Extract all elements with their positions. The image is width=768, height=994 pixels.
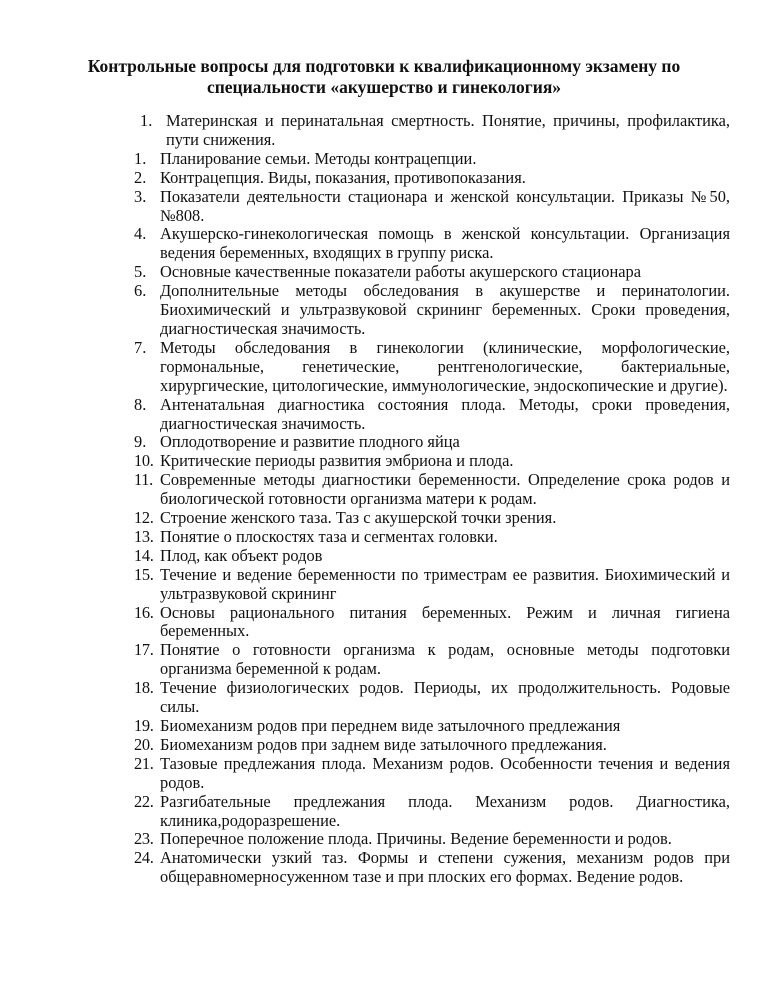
question-text: Материнская и перинатальная смертность. Понятие, причины, профилактика, пути снижения. (166, 111, 730, 149)
question-text: Понятие о готовности организма к родам, основные методы подготовки организма беременной к родам. (160, 640, 730, 679)
document-title (60, 56, 708, 98)
question-number: 1. (140, 111, 153, 130)
question-number: 8. (134, 394, 147, 414)
question-item (134, 830, 730, 849)
question-text: Течение и ведение беременности по триместрам ее развития. Биохимический и ультразвуковой скрининг (160, 564, 730, 603)
question-item (134, 169, 730, 188)
question-number: 12. (134, 508, 154, 528)
question-item (134, 471, 730, 509)
question-item (134, 849, 730, 887)
question-text: Основные качественные показатели работы акушерского стационара (160, 262, 642, 282)
question-item (134, 547, 730, 566)
question-text: Планирование семьи. Методы контрацепции. (160, 148, 477, 168)
question-text: Критические периоды развития эмбриона и плода. (160, 451, 514, 471)
question-item (134, 528, 730, 547)
question-item (134, 188, 730, 226)
question-number: 17. (134, 640, 154, 660)
question-text: Современные методы диагностики беременности. Определение срока родов и биологической готовности организма матери к родам. (160, 470, 730, 509)
question-number: 21. (134, 753, 154, 773)
question-item (134, 641, 730, 679)
question-item (134, 225, 730, 263)
question-item (134, 282, 730, 339)
question-text: Течение физиологических родов. Периоды, их продолжительность. Родовые силы. (160, 678, 730, 717)
question-text: Строение женского таза. Таз с акушерской точки зрения. (160, 508, 557, 528)
question-item (134, 604, 730, 642)
question-text: Биомеханизм родов при заднем виде затылочного предлежания. (160, 734, 607, 754)
question-text: Показатели деятельности стационара и женской консультации. Приказы №50, №808. (160, 186, 730, 225)
question-number: 2. (134, 167, 147, 187)
question-number: 6. (134, 281, 147, 301)
question-item (134, 736, 730, 755)
question-item (134, 679, 730, 717)
question-text: Плод, как объект родов (160, 545, 323, 565)
question-number: 7. (134, 337, 147, 357)
question-number: 13. (134, 526, 154, 546)
question-text: Поперечное положение плода. Причины. Ведение беременности и родов. (160, 829, 672, 849)
question-item (134, 150, 730, 169)
question-item (134, 755, 730, 793)
question-number: 23. (134, 829, 154, 849)
question-number: 4. (134, 224, 147, 244)
question-text: Методы обследования в гинекологии (клинические, морфологические, гормональные, генетические, рентгенологические, бактериальные, хирургические, цитологические, иммунологические, эндоскопические и другие). (160, 337, 730, 395)
question-item (134, 566, 730, 604)
question-text: Акушерско-гинекологическая помощь в женской консультации. Организация ведения беременных, входящих в группу риска. (160, 224, 730, 263)
question-text: Оплодотворение и развитие плодного яйца (160, 432, 460, 452)
question-text: Понятие о плоскостях таза и сегментах головки. (160, 526, 498, 546)
question-number: 3. (134, 186, 147, 206)
question-text: Контрацепция. Виды, показания, противопоказания. (160, 167, 526, 187)
question-text: Анатомически узкий таз. Формы и степени сужения, механизм родов при общеравномерносуженном тазе и при плоских его формах. Ведение родов. (160, 848, 730, 887)
questions-list (134, 112, 730, 887)
question-number: 22. (134, 791, 154, 811)
question-number: 14. (134, 545, 154, 565)
question-number: 19. (134, 716, 154, 735)
question-item (134, 263, 730, 282)
question-text: Разгибательные предлежания плода. Механизм родов. Диагностика, клиника,родоразрешение. (160, 791, 730, 830)
question-number: 15. (134, 564, 154, 584)
question-number: 5. (134, 262, 147, 282)
title-line-1: Контрольные вопросы для подготовки к квалификационному экзамену по (87, 56, 681, 76)
question-number: 18. (134, 678, 154, 698)
question-number: 1. (134, 148, 147, 168)
question-item (134, 509, 730, 528)
question-text: Основы рационального питания беременных. Режим и личная гигиена беременных. (160, 602, 730, 641)
question-text: Биомеханизм родов при переднем виде затылочного предлежания (160, 716, 621, 735)
question-number: 20. (134, 734, 154, 754)
question-number: 24. (134, 848, 154, 868)
question-item (134, 793, 730, 831)
question-text: Антенатальная диагностика состояния плода. Методы, сроки проведения, диагностическая значимость. (160, 394, 730, 433)
question-text: Тазовые предлежания плода. Механизм родов. Особенности течения и ведения родов. (160, 753, 730, 792)
question-number: 16. (134, 602, 154, 622)
title-line-2: специальности «акушерство и гинекология» (206, 77, 562, 97)
question-item (134, 339, 730, 396)
question-item (134, 433, 730, 452)
question-item (134, 112, 730, 150)
question-number: 11. (134, 470, 153, 490)
question-item (134, 396, 730, 434)
question-item (134, 717, 730, 736)
question-text: Дополнительные методы обследования в акушерстве и перинатологии. Биохимический и ультразвуковой скрининг беременных. Сроки проведения, диагностическая значимость. (160, 281, 730, 338)
question-number: 10. (134, 451, 154, 471)
question-number: 9. (134, 432, 147, 452)
question-item (134, 452, 730, 471)
